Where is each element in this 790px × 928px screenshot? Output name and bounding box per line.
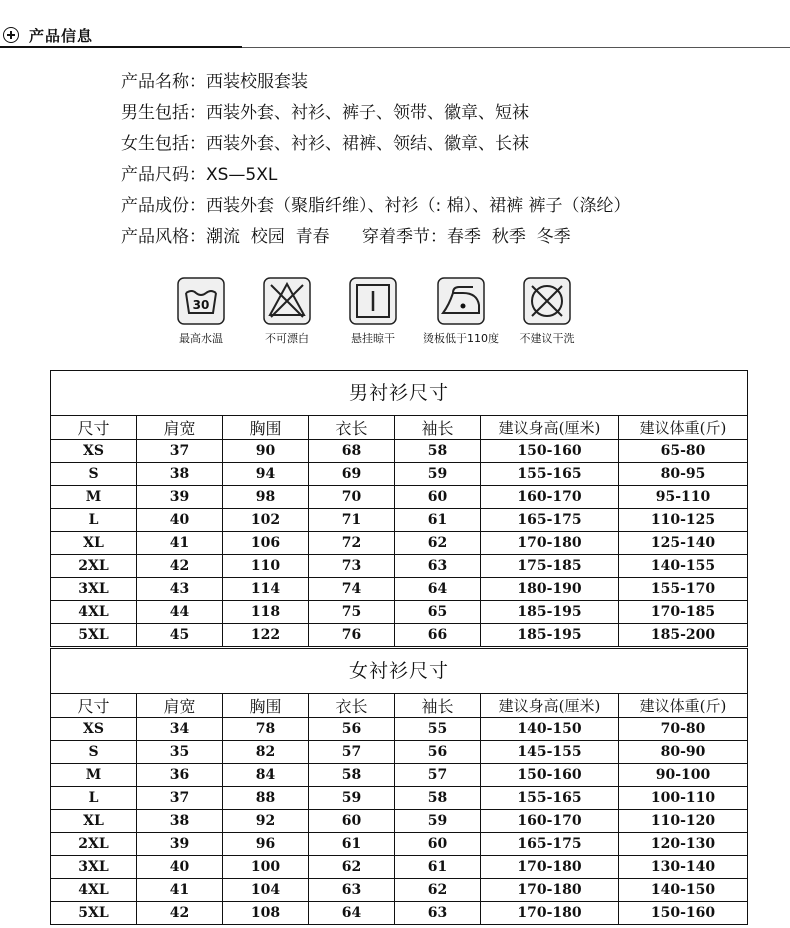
- header-underline: [0, 46, 242, 48]
- table-row: [51, 879, 748, 902]
- table-cell: 140-155: [619, 555, 748, 578]
- table-cell: 3XL: [51, 856, 137, 879]
- table-cell: 155-170: [619, 578, 748, 601]
- table-cell: 63: [395, 555, 481, 578]
- table-cell: 92: [223, 810, 309, 833]
- table-row: [51, 810, 748, 833]
- table-cell: 38: [137, 463, 223, 486]
- table-cell: 175-185: [481, 555, 619, 578]
- table-cell: 160-170: [481, 810, 619, 833]
- table-row: [51, 440, 748, 463]
- table-cell: 88: [223, 787, 309, 810]
- table-cell: 59: [395, 810, 481, 833]
- table-row: [51, 856, 748, 879]
- care-label-dry-clean: 不建议干洗: [519, 332, 575, 345]
- info-sizes: 产品尺码：XS—5XL: [121, 165, 278, 185]
- table-cell: 140-150: [481, 718, 619, 741]
- col-height: 建议身高(厘米): [481, 416, 619, 440]
- women-shirt-size-table: [50, 648, 748, 925]
- col-shoulder: 肩宽: [137, 416, 223, 440]
- col-shoulder: 肩宽: [137, 694, 223, 718]
- wash-temp: 30: [192, 298, 210, 312]
- table-cell: 69: [309, 463, 395, 486]
- table-cell: 42: [137, 555, 223, 578]
- table-cell: 4XL: [51, 601, 137, 624]
- table-cell: 60: [395, 486, 481, 509]
- table-cell: 73: [309, 555, 395, 578]
- table-cell: 63: [309, 879, 395, 902]
- info-materials: 产品成份：西装外套（聚脂纤维）、衬衫（: 棉）、裙裤 裤子（涤纶）: [121, 196, 631, 216]
- col-weight: 建议体重(斤): [619, 416, 748, 440]
- table-row: [51, 764, 748, 787]
- table-row: [51, 463, 748, 486]
- care-label-bleach: 不可漂白: [265, 332, 309, 345]
- table-cell: 5XL: [51, 624, 137, 647]
- table-cell: 98: [223, 486, 309, 509]
- table-cell: 64: [309, 902, 395, 925]
- table-cell: 58: [395, 787, 481, 810]
- table-cell: 40: [137, 856, 223, 879]
- table-cell: 68: [309, 440, 395, 463]
- table-cell: 57: [309, 741, 395, 764]
- info-boys-includes: 男生包括：西装外套、衬衫、裤子、领带、徽章、短袜: [121, 103, 529, 123]
- table-cell: XS: [51, 440, 137, 463]
- table-cell: 90: [223, 440, 309, 463]
- table-cell: 125-140: [619, 532, 748, 555]
- table-row: [51, 509, 748, 532]
- table-cell: 56: [309, 718, 395, 741]
- table-row: [51, 532, 748, 555]
- table-cell: 58: [309, 764, 395, 787]
- table-cell: 78: [223, 718, 309, 741]
- table-cell: M: [51, 764, 137, 787]
- men-header-row: [51, 416, 748, 440]
- table-cell: S: [51, 463, 137, 486]
- women-header-row: [51, 694, 748, 718]
- care-wash: [156, 277, 246, 346]
- col-chest: 胸围: [223, 416, 309, 440]
- table-row: [51, 486, 748, 509]
- table-cell: 155-165: [481, 787, 619, 810]
- table-cell: 80-90: [619, 741, 748, 764]
- table-cell: XL: [51, 810, 137, 833]
- info-style-season: 产品风格：潮流 校园 青春 穿着季节：春季 秋季 冬季: [121, 227, 571, 247]
- men-table-title: 男衬衫尺寸: [50, 370, 748, 415]
- care-dry-clean: [502, 277, 592, 346]
- table-cell: 60: [309, 810, 395, 833]
- info-name: 产品名称：西装校服套装: [121, 72, 308, 92]
- men-table-body: [51, 440, 748, 647]
- men-shirt-size-table: [50, 370, 748, 647]
- table-cell: 72: [309, 532, 395, 555]
- no-bleach-icon: [263, 277, 311, 325]
- table-cell: 114: [223, 578, 309, 601]
- col-length: 衣长: [309, 694, 395, 718]
- table-cell: 185-200: [619, 624, 748, 647]
- table-cell: 58: [395, 440, 481, 463]
- table-cell: 62: [395, 532, 481, 555]
- table-cell: 44: [137, 601, 223, 624]
- table-cell: 110-120: [619, 810, 748, 833]
- wash-30-icon: [177, 277, 225, 325]
- product-info: [121, 67, 781, 253]
- table-cell: 170-180: [481, 879, 619, 902]
- col-size: 尺寸: [51, 416, 137, 440]
- table-cell: 145-155: [481, 741, 619, 764]
- table-cell: 170-180: [481, 902, 619, 925]
- table-cell: 41: [137, 879, 223, 902]
- table-cell: 95-110: [619, 486, 748, 509]
- table-cell: 61: [309, 833, 395, 856]
- table-cell: 71: [309, 509, 395, 532]
- table-cell: 4XL: [51, 879, 137, 902]
- section-title: 产品信息: [29, 27, 94, 45]
- col-chest: 胸围: [223, 694, 309, 718]
- hang-dry-icon: [349, 277, 397, 325]
- table-cell: 170-185: [619, 601, 748, 624]
- care-iron: [416, 277, 506, 346]
- care-bleach: [242, 277, 332, 346]
- table-cell: 61: [395, 509, 481, 532]
- table-cell: 90-100: [619, 764, 748, 787]
- table-row: [51, 555, 748, 578]
- women-table-title: 女衬衫尺寸: [50, 648, 748, 693]
- table-cell: 37: [137, 787, 223, 810]
- table-cell: 100-110: [619, 787, 748, 810]
- care-label-dry: 悬挂晾干: [351, 332, 395, 345]
- col-size: 尺寸: [51, 694, 137, 718]
- info-girls-includes: 女生包括：西装外套、衬衫、裙裤、领结、徽章、长袜: [121, 134, 529, 154]
- table-cell: XS: [51, 718, 137, 741]
- table-cell: 61: [395, 856, 481, 879]
- table-cell: 75: [309, 601, 395, 624]
- section-header: [0, 0, 790, 50]
- table-cell: 185-195: [481, 601, 619, 624]
- table-row: [51, 902, 748, 925]
- table-cell: 102: [223, 509, 309, 532]
- table-row: [51, 601, 748, 624]
- table-cell: 180-190: [481, 578, 619, 601]
- table-cell: 2XL: [51, 833, 137, 856]
- table-cell: 185-195: [481, 624, 619, 647]
- table-cell: 40: [137, 509, 223, 532]
- plus-circle-icon: [3, 27, 19, 43]
- table-cell: M: [51, 486, 137, 509]
- table-cell: 60: [395, 833, 481, 856]
- table-cell: 65: [395, 601, 481, 624]
- table-cell: 150-160: [619, 902, 748, 925]
- table-cell: 104: [223, 879, 309, 902]
- table-row: [51, 718, 748, 741]
- table-cell: XL: [51, 532, 137, 555]
- table-cell: 82: [223, 741, 309, 764]
- table-cell: 120-130: [619, 833, 748, 856]
- iron-icon: [437, 277, 485, 325]
- table-cell: 165-175: [481, 833, 619, 856]
- table-cell: 100: [223, 856, 309, 879]
- table-cell: 150-160: [481, 440, 619, 463]
- table-cell: 170-180: [481, 532, 619, 555]
- table-cell: 34: [137, 718, 223, 741]
- table-cell: 106: [223, 532, 309, 555]
- table-cell: 35: [137, 741, 223, 764]
- table-cell: 64: [395, 578, 481, 601]
- table-cell: L: [51, 509, 137, 532]
- table-row: [51, 578, 748, 601]
- table-cell: 3XL: [51, 578, 137, 601]
- table-row: [51, 741, 748, 764]
- table-cell: 110-125: [619, 509, 748, 532]
- care-label-iron: 烫板低于110度: [423, 332, 499, 345]
- table-cell: 62: [395, 879, 481, 902]
- women-table-body: [51, 718, 748, 925]
- table-cell: 70: [309, 486, 395, 509]
- col-sleeve: 袖长: [395, 694, 481, 718]
- col-sleeve: 袖长: [395, 416, 481, 440]
- table-cell: 37: [137, 440, 223, 463]
- table-cell: 84: [223, 764, 309, 787]
- table-cell: 55: [395, 718, 481, 741]
- table-cell: 160-170: [481, 486, 619, 509]
- table-cell: 96: [223, 833, 309, 856]
- table-cell: 57: [395, 764, 481, 787]
- table-row: [51, 624, 748, 647]
- table-cell: 36: [137, 764, 223, 787]
- col-height: 建议身高(厘米): [481, 694, 619, 718]
- table-cell: S: [51, 741, 137, 764]
- care-instructions: [176, 277, 626, 349]
- table-cell: L: [51, 787, 137, 810]
- table-cell: 74: [309, 578, 395, 601]
- table-cell: 39: [137, 833, 223, 856]
- table-row: [51, 787, 748, 810]
- care-label-wash: 最高水温: [179, 332, 223, 345]
- col-weight: 建议体重(斤): [619, 694, 748, 718]
- table-cell: 76: [309, 624, 395, 647]
- no-dry-clean-icon: [523, 277, 571, 325]
- table-cell: 70-80: [619, 718, 748, 741]
- table-cell: 165-175: [481, 509, 619, 532]
- table-cell: 130-140: [619, 856, 748, 879]
- table-cell: 66: [395, 624, 481, 647]
- table-cell: 59: [395, 463, 481, 486]
- table-cell: 94: [223, 463, 309, 486]
- table-cell: 2XL: [51, 555, 137, 578]
- table-cell: 150-160: [481, 764, 619, 787]
- table-cell: 56: [395, 741, 481, 764]
- table-cell: 80-95: [619, 463, 748, 486]
- table-cell: 45: [137, 624, 223, 647]
- care-dry: [328, 277, 418, 346]
- table-cell: 42: [137, 902, 223, 925]
- table-cell: 155-165: [481, 463, 619, 486]
- col-length: 衣长: [309, 416, 395, 440]
- table-cell: 122: [223, 624, 309, 647]
- header-divider: [242, 47, 790, 48]
- table-cell: 39: [137, 486, 223, 509]
- table-cell: 59: [309, 787, 395, 810]
- table-cell: 63: [395, 902, 481, 925]
- table-cell: 38: [137, 810, 223, 833]
- table-cell: 65-80: [619, 440, 748, 463]
- table-cell: 110: [223, 555, 309, 578]
- table-cell: 118: [223, 601, 309, 624]
- table-cell: 5XL: [51, 902, 137, 925]
- table-cell: 140-150: [619, 879, 748, 902]
- table-cell: 43: [137, 578, 223, 601]
- table-cell: 41: [137, 532, 223, 555]
- table-cell: 108: [223, 902, 309, 925]
- table-cell: 62: [309, 856, 395, 879]
- table-row: [51, 833, 748, 856]
- table-cell: 170-180: [481, 856, 619, 879]
